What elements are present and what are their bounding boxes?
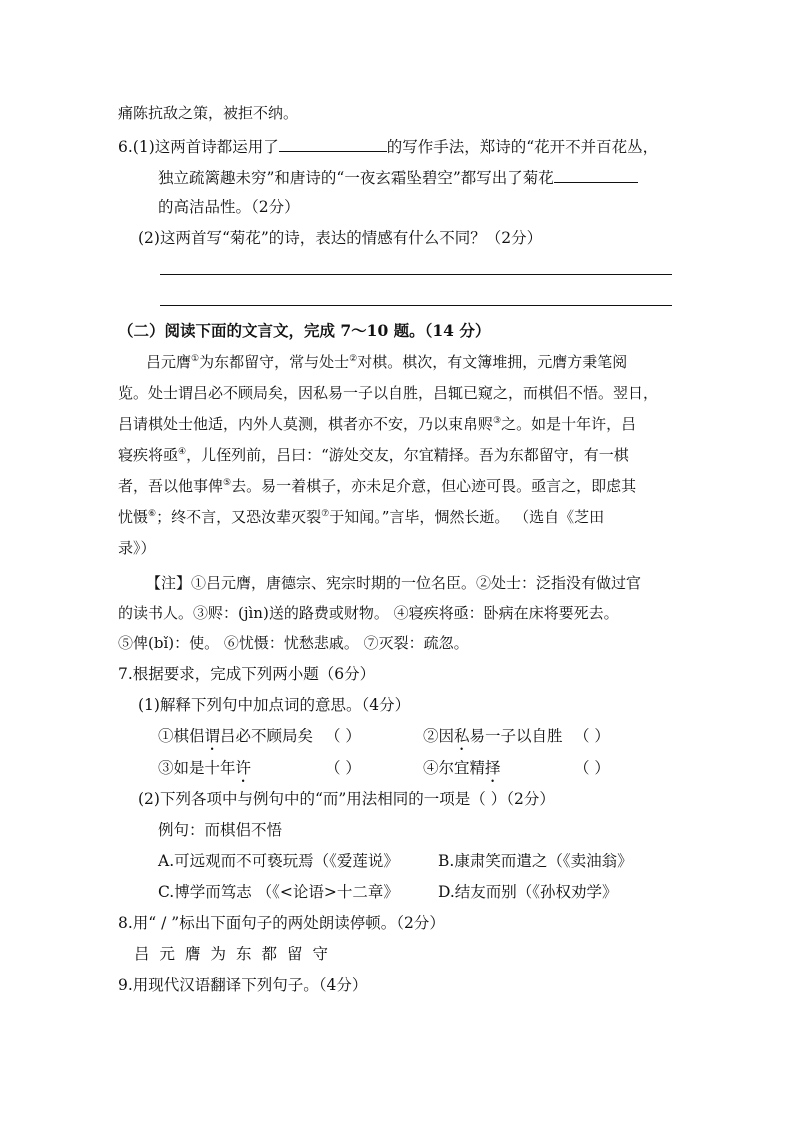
q6-prefix: 6.(1)这两首诗都运用了 <box>118 138 279 156</box>
passage-text: 去。易一着棋子，亦未足介意，但心迹可畏。亟言之，即虑其 <box>231 477 637 495</box>
passage-text: 寝疾将亟 <box>118 446 179 464</box>
dotted-word: 择 <box>485 759 501 777</box>
q7-title: 7.根据要求，完成下列两小题（6分） <box>118 665 376 683</box>
q7-sub1: (1)解释下列句中加点词的意思。（4分） <box>138 696 411 714</box>
item-text: ①棋侣 <box>158 727 205 745</box>
footnote-marker-4: ④ <box>178 447 187 457</box>
passage-line-2: 览。处士谓吕必不顾局矣，因私易一子以自胜，吕辄已窥之，而棋侣不悟。翌日， <box>118 384 659 402</box>
q6-part2: (2)这两首写“菊花”的诗，表达的情感有什么不同？（2分） <box>138 229 543 247</box>
q6-blank-1[interactable] <box>279 135 387 152</box>
answer-line-1[interactable] <box>160 274 672 275</box>
answer-line-2[interactable] <box>160 305 672 306</box>
q7-sub2: (2)下列各项中与例句中的“而”用法相同的一项是（ ）（2分） <box>138 790 555 808</box>
option-b[interactable]: B.康肃笑而遣之（《卖油翁》 <box>438 852 633 870</box>
dotted-word: 许 <box>235 759 252 777</box>
q6-part1-line3: 的高洁品性。（2分） <box>158 198 300 216</box>
continuation-line: 痛陈抗敌之策，被拒不纳。 <box>118 104 299 122</box>
q7-example: 例句：而棋侣不悟 <box>158 821 283 839</box>
footnote-marker-6: ⑥ <box>148 509 157 519</box>
passage-line-7: 录》） <box>118 539 156 557</box>
passage-text: ，儿侄列前，吕曰：“游处交友，尔宜精择。吾为东都留守，有一棋 <box>186 446 629 464</box>
passage-text: 吕请棋处士他适，内外人莫测，棋者亦不安，乃以束帛赆 <box>118 415 494 433</box>
passage-text: 者，吾以他事俾 <box>118 477 224 495</box>
q8-title: 8.用“ / ”标出下面句子的两处朗读停顿。（2分） <box>118 914 445 932</box>
passage-text: ；终不言，又恐汝辈灭裂 <box>156 508 322 526</box>
item-text: ③如是十年 <box>158 759 236 777</box>
q7-row-1-right <box>423 726 563 754</box>
footnote-marker-2: ② <box>349 354 358 364</box>
option-a[interactable]: A.可远观而不可亵玩焉（《爱莲说》 <box>158 852 399 870</box>
item-text: ②因 <box>423 727 455 745</box>
passage-line-1 <box>146 352 627 372</box>
passage-line-4 <box>118 445 629 465</box>
passage-text: 之。如是十年许，吕 <box>501 415 637 433</box>
passage-line-6 <box>118 507 604 527</box>
q6-blank-2[interactable] <box>554 166 638 183</box>
passage-text: 为东都留守，常与处士 <box>199 353 350 371</box>
q6-part1-line1 <box>118 135 658 157</box>
q7-answer-4[interactable]: （ ） <box>574 759 610 777</box>
dotted-word: 谓 <box>204 727 221 745</box>
option-c[interactable]: C.博学而笃志 （《<论语>十二章》 <box>158 883 399 901</box>
passage-text: 忧慑 <box>118 508 149 526</box>
footnote-marker-7: ⑦ <box>321 509 330 519</box>
q6-part1-line2 <box>158 166 638 188</box>
q6-text: 的写作手法，郑诗的“花开不并百花丛， <box>386 138 659 156</box>
item-text: ④尔宜精 <box>423 759 486 777</box>
note-line-1: 【注】①吕元膺，唐德宗、宪宗时期的一位名臣。②处士：泛指没有做过官 <box>146 574 642 592</box>
passage-line-5 <box>118 476 636 496</box>
footnote-marker-5: ⑤ <box>223 478 232 488</box>
q6-text-2: 独立疏篱趣未穷”和唐诗的“一夜玄霜坠碧空”都写出了菊花 <box>158 169 554 187</box>
q8-sentence[interactable]: 吕元膺为东都留守 <box>134 945 339 963</box>
q9-title: 9.用现代汉语翻译下列句子。（4分） <box>118 976 368 994</box>
passage-text: 对棋。棋次，有文簿堆拥，元膺方秉笔阅 <box>357 353 628 371</box>
note-line-2: 的读书人。③赆：(jìn)送的路费或财物。 ④寝疾将亟：卧病在床将要死去。 <box>118 604 619 622</box>
passage-text: 吕元膺 <box>146 353 192 371</box>
q7-answer-2[interactable]: （ ） <box>574 727 610 745</box>
footnote-marker-3: ③ <box>493 416 502 426</box>
dotted-word: 私 <box>454 727 470 745</box>
passage-line-3 <box>118 414 636 434</box>
q7-answer-3[interactable]: （ ） <box>325 759 361 777</box>
q7-answer-1[interactable]: （ ） <box>325 727 361 745</box>
q7-row-2-right <box>423 758 501 786</box>
passage-text: 于知闻。”言毕，惆然长逝。 （选自《芝田 <box>329 508 605 526</box>
q7-row-2-left <box>158 758 251 786</box>
footnote-marker-1: ① <box>191 354 200 364</box>
option-d[interactable]: D.结友而别（《孙权劝学》 <box>438 883 618 901</box>
item-text: 易一子以自胜 <box>469 727 563 745</box>
item-text: 吕必不顾局矣 <box>220 727 314 745</box>
q7-row-1-left <box>158 726 313 754</box>
note-line-3: ⑤俾(bǐ)：使。 ⑥忧慑：忧愁悲戚。 ⑦灭裂：疏忽。 <box>118 634 469 652</box>
section-2-title: （二）阅读下面的文言文，完成 7～10 题。（14 分） <box>118 321 491 340</box>
